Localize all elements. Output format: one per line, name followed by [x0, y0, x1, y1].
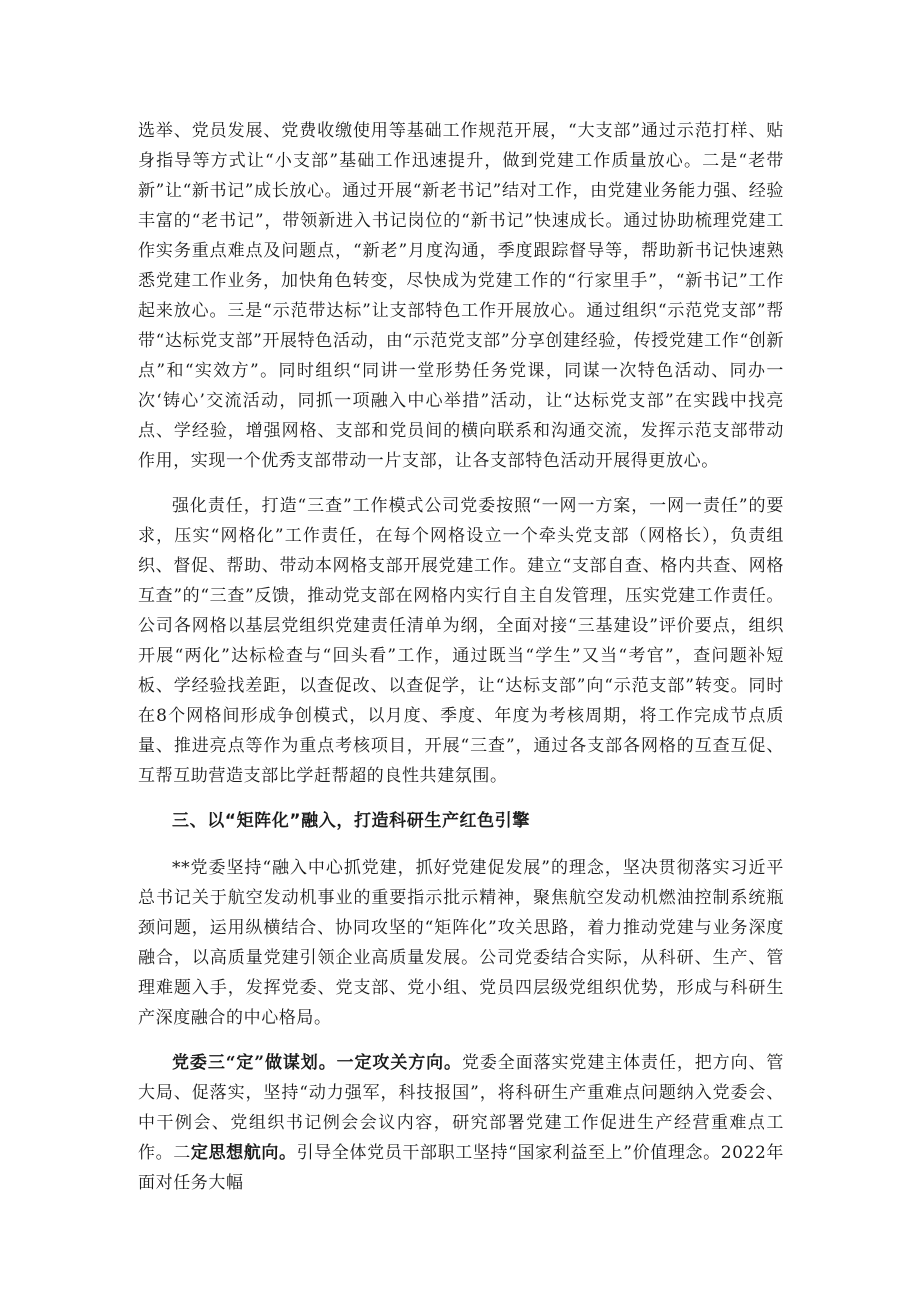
paragraph-2: 强化责任，打造“三查”工作模式公司党委按照“一网一方案，一网一责任”的要求，压实“网格化”工作责任，在每个网格设立一个牵头党支部（网格长），负责组织、督促、帮助、带动本网格支部开展党建工作。建立“支部自查、格内共查、网格互查”的“三查”反馈，推动党支部在网格内实行自主自发管理，压实党建工作责任。公司各网格以基层党组织党建责任清单为纲，全面对接“三基建设”评价要点，组织开展“两化”达标检查与“回头看”工作，通过既当“学生”又当“考官”，查问题补短板、学经验找差距，以查促改、以查促学，让“达标支部”向“示范支部”转变。同时在8个网格间形成争创模式，以月度、季度、年度为考核周期，将工作完成节点质量、推进亮点等作为重点考核项目，开展“三查”，通过各支部各网格的互查互促、互帮互助营造支部比学赶帮超的良性共建氛围。 — [138, 496, 784, 786]
paragraph-4 — [138, 1048, 784, 1198]
section-heading-3: 三、以“矩阵化”融入，打造科研生产红色引擎 — [172, 811, 530, 831]
paragraph-1: 选举、党员发展、党费收缴使用等基础工作规范开展，“大支部”通过示范打样、贴身指导等方式让“小支部”基础工作迅速提升，做到党建工作质量放心。二是“老带新”让“新书记”成长放心。通过开展“新老书记”结对工作，由党建业务能力强、经验丰富的“老书记”，带领新进入书记岗位的“新书记”快速成长。通过协助梳理党建工作实务重点难点及问题点，“新老”月度沟通，季度跟踪督导等，帮助新书记快速熟悉党建工作业务，加快角色转变，尽快成为党建工作的“行家里手”，“新书记”工作起来放心。三是“示范带达标”让支部特色工作开展放心。通过组织“示范党支部”帮带“达标党支部”开展特色活动，由“示范党支部”分享创建经验，传授党建工作“创新点”和“实效方”。同时组织“同讲一堂形势任务党课，同谋一次特色活动、同办一次‘铸心’交流活动，同抓一项融入中心举措”活动，让“达标党支部”在实践中找亮点、学经验，增强网格、支部和党员间的横向联系和沟通交流，发挥示范支部带动作用，实现一个优秀支部带动一片支部，让各支部特色活动开展得更放心。 — [138, 121, 784, 471]
paragraph-4-lead-bold: 党委三“定”做谋划。一定攻关方向。 — [172, 1053, 462, 1073]
paragraph-4-text-continued: 引导全体党员干部职工坚持“国家利益至上”价值理念。2022年面对任务大幅 — [138, 1143, 784, 1193]
paragraph-4-second-bold: 定思想航向。 — [190, 1143, 297, 1163]
document-page — [138, 116, 784, 1213]
paragraph-4-text: 党委全面落实党建主体责任，把方向、管大局、促落实，坚持“动力强军，科技报国”，将科研生产重难点问题纳入党委会、中干例会、党组织书记例会会议内容，研究部署党建工作促进生产经营重难点工作。二 — [138, 1053, 784, 1163]
paragraph-3: **党委坚持“融入中心抓党建，抓好党建促发展”的理念，坚决贯彻落实习近平总书记关于航空发动机事业的重要指示批示精神，聚焦航空发动机燃油控制系统瓶颈问题，运用纵横结合、协同攻坚的“矩阵化”攻关思路，着力推动党建与业务深度融合，以高质量党建引领企业高质量发展。公司党委结合实际，从科研、生产、管理难题入手，发挥党委、党支部、党小组、党员四层级党组织优势，形成与科研生产深度融合的中心格局。 — [138, 858, 784, 1028]
